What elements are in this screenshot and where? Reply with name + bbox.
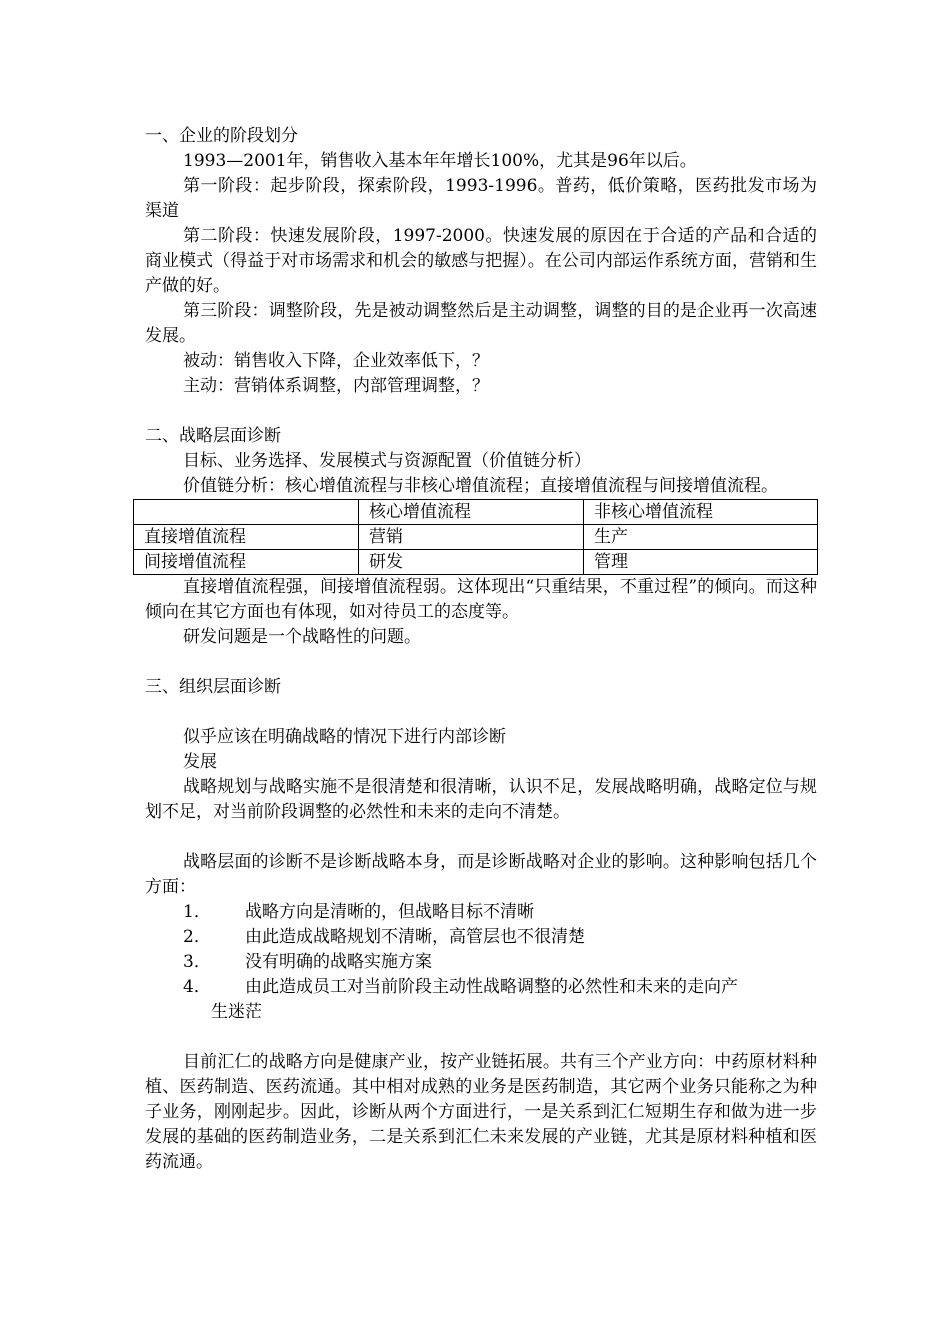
table-row — [134, 550, 818, 575]
list-text: 没有明确的战略实施方案 — [245, 952, 432, 972]
paragraph: 目标、业务选择、发展模式与资源配置（价值链分析） — [183, 451, 591, 471]
table-cell: 研发 — [359, 550, 584, 575]
paragraph: 第一阶段：起步阶段，探索阶段，1993-1996。普药，低价策略，医药批发市场为渠道 — [145, 176, 817, 221]
section-1-heading: 一、企业的阶段划分 — [145, 126, 298, 146]
list-item — [145, 900, 817, 925]
paragraph: 研发问题是一个战略性的问题。 — [183, 627, 421, 647]
paragraph: 发展 — [183, 752, 217, 772]
table-cell: 生产 — [584, 525, 818, 550]
list-number: 2． — [183, 927, 211, 947]
paragraph: 目前汇仁的战略方向是健康产业，按产业链拓展。共有三个产业方向：中药原材料种植、医药制造、医药流通。其中相对成熟的业务是医药制造，其它两个业务只能称之为种子业务，刚刚起步。因此，诊断从两个方面进行，一是关系到汇仁短期生存和做为进一步发展的基础的医药制造业务，二是关系到汇仁未来发展的产业链，尤其是原材料种植和医药流通。 — [145, 1052, 817, 1172]
document-page — [145, 124, 817, 1175]
list-text: 由此造成战略规划不清晰，高管层也不很清楚 — [245, 927, 585, 947]
list-item — [145, 950, 817, 975]
paragraph: 第三阶段：调整阶段，先是被动调整然后是主动调整，调整的目的是企业再一次高速发展。 — [145, 301, 817, 346]
value-chain-table — [133, 499, 818, 575]
paragraph: 战略规划与战略实施不是很清楚和很清晰，认识不足，发展战略明确，战略定位与规划不足，对当前阶段调整的必然性和未来的走向不清楚。 — [145, 777, 817, 822]
table-header-row — [134, 500, 818, 525]
paragraph: 被动：销售收入下降，企业效率低下，？ — [183, 351, 489, 371]
section-3-heading: 三、组织层面诊断 — [145, 677, 281, 697]
paragraph: 主动：营销体系调整，内部管理调整，？ — [183, 376, 489, 396]
section-2-heading: 二、战略层面诊断 — [145, 426, 281, 446]
blank-line — [145, 825, 817, 850]
table-row — [134, 525, 818, 550]
list-item — [145, 925, 817, 950]
list-number: 4． — [183, 977, 211, 997]
paragraph: 似乎应该在明确战略的情况下进行内部诊断 — [183, 727, 506, 747]
table-cell: 直接增值流程 — [134, 525, 359, 550]
table-cell — [134, 500, 359, 525]
paragraph: 价值链分析：核心增值流程与非核心增值流程；直接增值流程与间接增值流程。 — [183, 476, 778, 496]
list-number: 1． — [183, 902, 211, 922]
table-cell: 核心增值流程 — [359, 500, 584, 525]
list-item — [145, 975, 817, 1025]
paragraph: 1993—2001年，销售收入基本年年增长100%，尤其是96年以后。 — [183, 151, 697, 171]
paragraph: 直接增值流程强，间接增值流程弱。这体现出“只重结果，不重过程”的倾向。而这种倾向在其它方面也有体现，如对待员工的态度等。 — [145, 577, 817, 622]
table-cell: 管理 — [584, 550, 818, 575]
blank-line — [145, 1025, 817, 1050]
paragraph: 第二阶段：快速发展阶段，1997-2000。快速发展的原因在于合适的产品和合适的商业模式（得益于对市场需求和机会的敏感与把握）。在公司内部运作系统方面，营销和生产做的好。 — [145, 226, 817, 296]
list-text: 战略方向是清晰的，但战略目标不清晰 — [245, 902, 534, 922]
table-cell: 非核心增值流程 — [584, 500, 818, 525]
blank-line — [145, 650, 817, 675]
list-text: 由此造成员工对当前阶段主动性战略调整的必然性和未来的走向产 — [245, 977, 738, 997]
paragraph: 战略层面的诊断不是诊断战略本身，而是诊断战略对企业的影响。这种影响包括几个方面： — [145, 852, 817, 897]
blank-line — [145, 700, 817, 725]
table-cell: 营销 — [359, 525, 584, 550]
blank-line — [145, 399, 817, 424]
list-number: 3． — [183, 952, 211, 972]
table-cell: 间接增值流程 — [134, 550, 359, 575]
list-text-continued: 生迷茫 — [211, 1002, 262, 1022]
